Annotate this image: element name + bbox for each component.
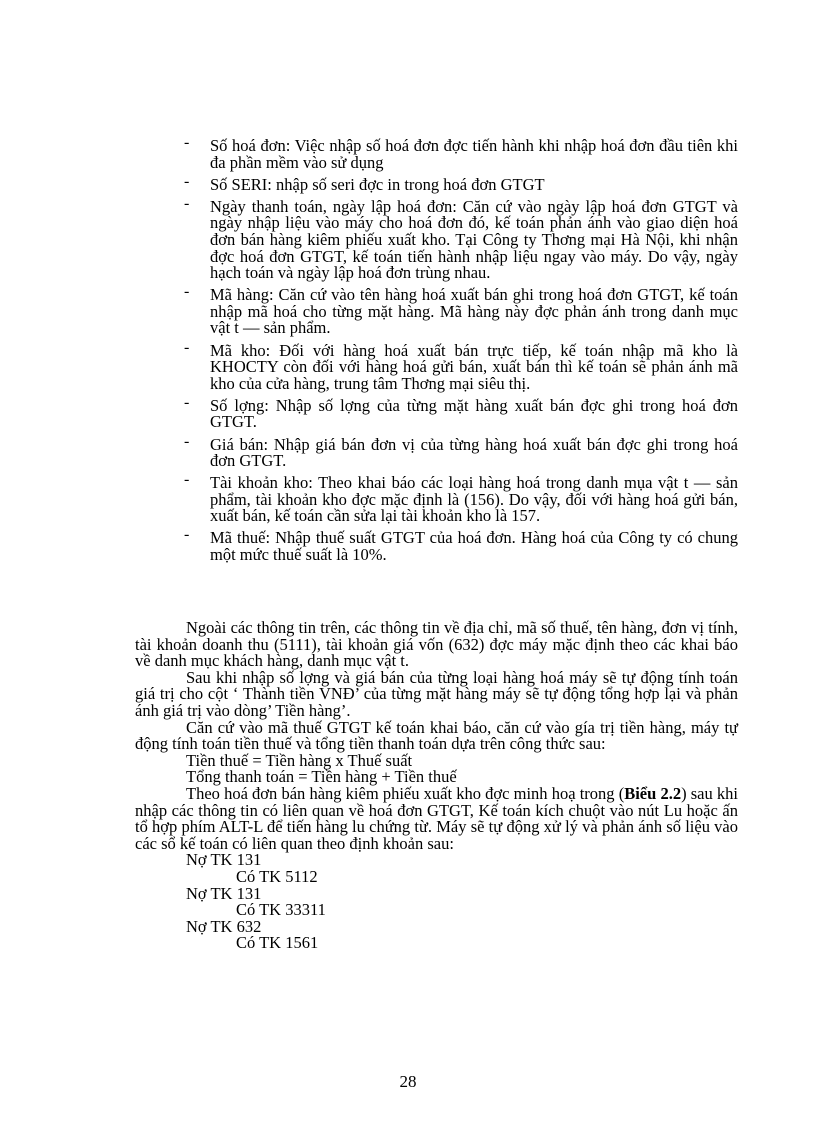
- list-item-text: Ngày thanh toán, ngày lập hoá đơn: Căn cứ vào ngày lập hoá đơn GTGT và ngày nhập liệu vào máy cho hoá đơn đó, kế toán phản ánh vào giao diện hoá đơn bán hàng kiêm phiếu xuất kho. Tại Công ty Thơng mại Hà Nội, khi nhận đợc hoá đơn GTGT, kế toán tiến hành nhập liệu ngay vào máy. Do vậy, ngày hạch toán và ngày lập hoá đơn trùng nhau.: [210, 196, 738, 283]
- list-item: [182, 172, 738, 194]
- list-item: [182, 134, 738, 172]
- paragraph-posting-start: Theo hoá đơn bán hàng kiêm phiếu xuất kho đợc minh hoạ trong (: [186, 783, 625, 803]
- list-item-text: Mã kho: Đối với hàng hoá xuất bán trực tiếp, kế toán nhập mã kho là KHOCTY còn đối với hàng hoá gửi bán, xuất bán thì kế toán sẽ phản ánh mã kho của cửa hàng, trung tâm Thơng mại siêu thị.: [210, 340, 738, 393]
- journal-credit: Có TK 5112: [236, 866, 318, 886]
- body-text: [135, 620, 738, 952]
- formula-tax: Tiền thuế = Tiền hàng x Thuế suất: [186, 750, 413, 770]
- journal-debit: Nợ TK 131: [186, 850, 262, 870]
- paragraph-posting: [135, 783, 739, 853]
- list-item-text: Số SERI: nhập số seri đợc in trong hoá đơn GTGT: [210, 174, 545, 194]
- figure-reference: Biểu 2.2: [624, 783, 682, 803]
- list-item-text: Mã hàng: Căn cứ vào tên hàng hoá xuất bán ghi trong hoá đơn GTGT, kế toán nhập mã hoá cho từng mặt hàng. Mã hàng này đợc phản ánh trong danh mục vật t — sản phẩm.: [210, 285, 738, 338]
- list-item: [182, 432, 738, 471]
- journal-debit: Nợ TK 131: [186, 883, 262, 903]
- paragraph-auto-calc: Sau khi nhập số lợng và giá bán của từng loại hàng hoá máy sẽ tự động tính toán giá trị cho cột ‘ Thành tiền VNĐ’ của từng mặt hàng máy sẽ tự động tổng hợp lại và phản ánh giá trị vào dòng’ Tiền hàng’.: [135, 667, 738, 720]
- paragraph-posting-rest: ) sau khi nhập các thông tin có liên quan về hoá đơn GTGT, Kế toán kích chuột vào nút Lu hoặc ấn tổ hợp phím ALT-L để tiến hàng lu chứng từ. Máy sẽ tự động xử lý và phản ánh số liệu vào các sổ kế toán có liên quan theo định khoản sau:: [135, 783, 739, 853]
- bullet-dash-icon: -: [184, 471, 190, 489]
- bullet-dash-icon: -: [184, 526, 190, 544]
- bullet-dash-icon: -: [184, 134, 190, 151]
- bullet-dash-icon: -: [184, 338, 190, 356]
- list-item-text: Giá bán: Nhập giá bán đơn vị của từng hàng hoá xuất bán đợc ghi trong hoá đơn GTGT.: [210, 434, 738, 471]
- journal-credit: Có TK 33311: [236, 900, 326, 920]
- list-item-text: Mã thuế: Nhập thuế suất GTGT của hoá đơn. Hàng hoá của Công ty có chung một mức thuế suất là 10%.: [210, 528, 738, 565]
- bullet-dash-icon: -: [184, 432, 190, 450]
- journal-credit: Có TK 1561: [236, 933, 319, 953]
- bullet-dash-icon: -: [184, 393, 190, 411]
- list-item-text: Số hoá đơn: Việc nhập số hoá đơn đợc tiến hành khi nhập hoá đơn đầu tiên khi đa phần mềm vào sử dụng: [210, 136, 738, 172]
- paragraph-tax-calc: Căn cứ vào mã thuế GTGT kế toán khai báo, căn cứ vào gía trị tiền hàng, máy tự động tính toán tiền thuế và tổng tiền thanh toán dựa trên công thức sau:: [135, 717, 738, 754]
- bullet-dash-icon: -: [184, 194, 190, 212]
- bullet-dash-icon: -: [184, 283, 190, 301]
- list-item: [182, 283, 738, 338]
- list-item: [182, 194, 738, 283]
- field-description-list: [182, 134, 738, 569]
- list-item: [182, 471, 738, 526]
- list-item: [182, 526, 738, 565]
- page-number: 28: [399, 1072, 417, 1091]
- paragraph-default-info: Ngoài các thông tin trên, các thông tin về địa chỉ, mã số thuế, tên hàng, đơn vị tính, tài khoản doanh thu (5111), tài khoản giá vốn (632) đợc máy mặc định theo các khai báo về danh mục khách hàng, danh mục vật t.: [135, 618, 738, 671]
- list-item: [182, 393, 738, 432]
- list-item-text: Số lợng: Nhập số lợng của từng mặt hàng xuất bán đợc ghi trong hoá đơn GTGT.: [210, 395, 738, 432]
- list-item: [182, 338, 738, 393]
- journal-debit: Nợ TK 632: [186, 916, 262, 936]
- bullet-dash-icon: -: [184, 172, 190, 190]
- formula-total: Tổng thanh toán = Tiền hàng + Tiền thuế: [186, 767, 457, 787]
- list-item-text: Tài khoản kho: Theo khai báo các loại hàng hoá trong danh mụa vật t — sản phẩm, tài khoản kho đợc mặc định là (156). Do vậy, đối với hàng hoá gửi bán, xuất bán, kế toán cần sửa lại tài khoản kho là 157.: [210, 473, 738, 526]
